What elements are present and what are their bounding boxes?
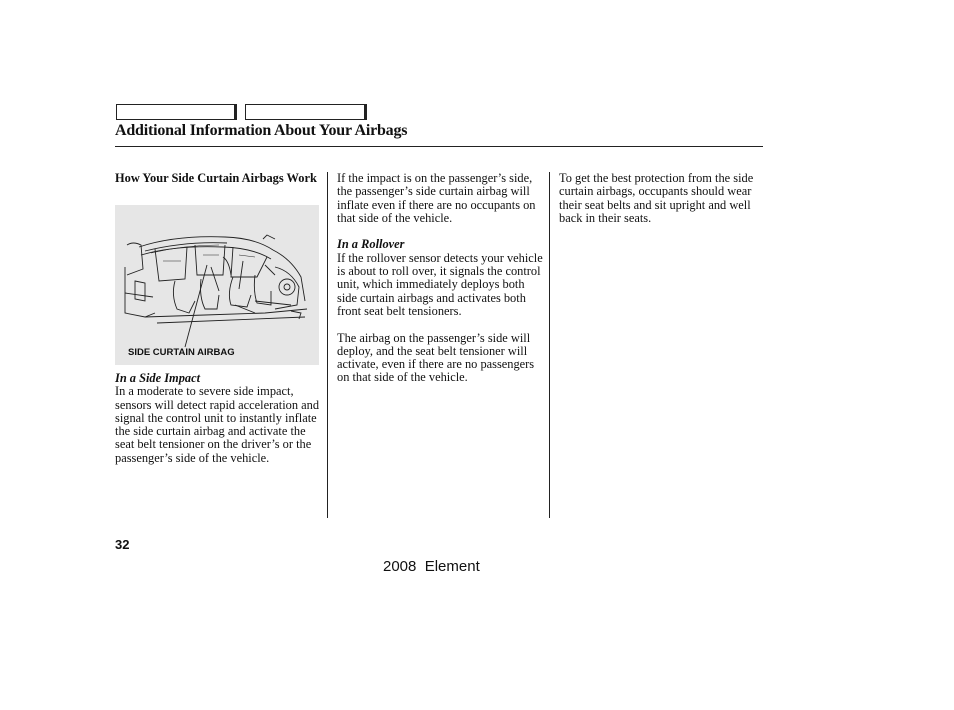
- subheading-rollover: In a Rollover: [337, 237, 405, 252]
- footer-model-name: 2008 Element: [383, 558, 480, 575]
- column-divider: [327, 172, 328, 518]
- paragraph: In a moderate to severe side impact, sensors will detect rapid acceleration and signal the control unit to instantly inflate the side curtain airbag and activate the seat belt tensioner on the driver’s or the passenger’s side of the vehicle.: [115, 384, 320, 465]
- section-tab[interactable]: [245, 104, 367, 120]
- column-divider: [549, 172, 550, 518]
- column-2: [337, 172, 544, 385]
- page-number: 32: [115, 537, 130, 552]
- paragraph: The airbag on the passenger’s side will deploy, and the seat belt tensioner will activate, even if there are no passengers on that side of the vehicle.: [337, 330, 535, 385]
- paragraph: If the impact is on the passenger’s side, the passenger’s side curtain airbag will inflate even if there are no occupants on that side of the vehicle.: [337, 171, 536, 225]
- paragraph: To get the best protection from the side curtain airbags, occupants should wear their seat belts and sit upright and well back in their seats.: [559, 171, 754, 225]
- page-title: Additional Information About Your Airbags: [115, 122, 408, 139]
- section-heading: How Your Side Curtain Airbags Work: [115, 171, 317, 185]
- column-1: [115, 172, 325, 185]
- figure-caption: SIDE CURTAIN AIRBAG: [128, 347, 235, 358]
- side-curtain-airbag-illustration: [115, 205, 319, 365]
- vehicle-interior-drawing: [115, 205, 319, 365]
- title-divider: [115, 146, 763, 147]
- section-tab[interactable]: [116, 104, 237, 120]
- subheading-side-impact: In a Side Impact: [115, 371, 201, 385]
- column-1-body: [115, 372, 325, 465]
- paragraph: If the rollover sensor detects your vehicle is about to roll over, it signals the control unit, which immediately deploys both side curtain airbags and activates both front seat belt tensioners.: [337, 250, 543, 318]
- column-3: [559, 172, 759, 225]
